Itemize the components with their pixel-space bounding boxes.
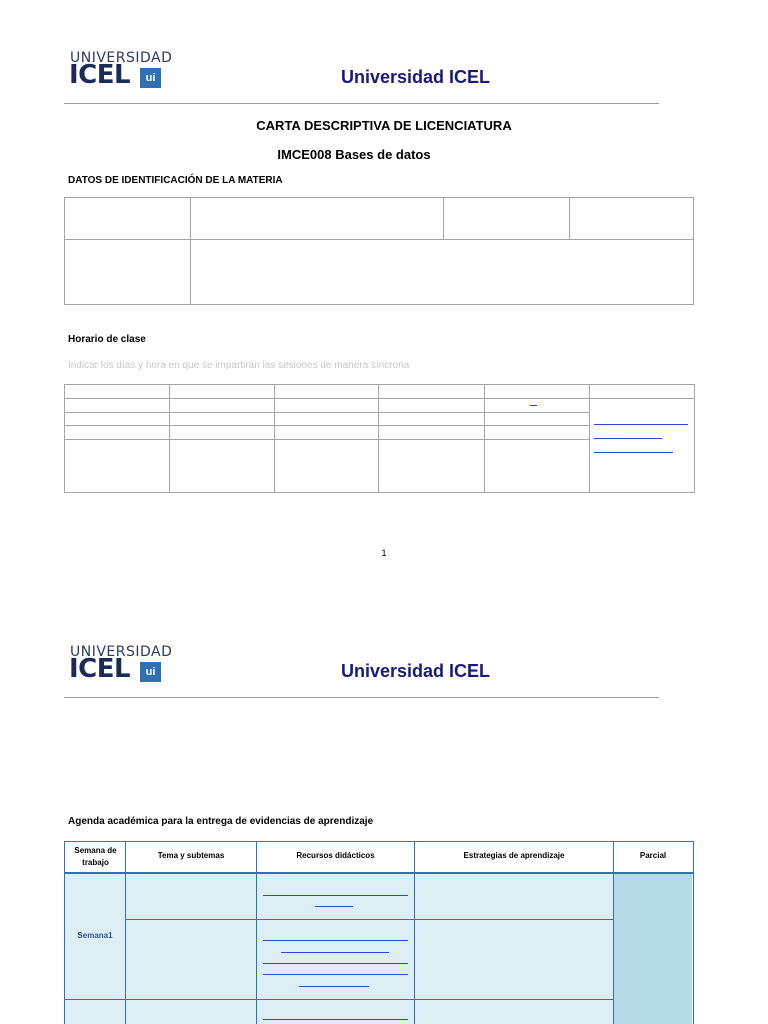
schedule-table xyxy=(64,384,695,493)
schedule-cell xyxy=(485,413,590,426)
agenda-col-divider xyxy=(414,841,415,1024)
id-table-col-divider xyxy=(569,198,570,239)
schedule-link[interactable] xyxy=(594,452,673,453)
schedule-cell xyxy=(379,413,485,426)
schedule-cell xyxy=(274,440,379,493)
schedule-cell xyxy=(169,426,274,440)
agenda-heading: Agenda académica para la entrega de evidencias de aprendizaje xyxy=(68,816,374,827)
agenda-topic-cell xyxy=(126,874,256,1024)
id-table xyxy=(64,197,694,305)
schedule-cell xyxy=(169,413,274,426)
agenda-col-week: Semana de trabajo xyxy=(74,846,117,867)
header-divider xyxy=(64,697,659,698)
schedule-cell xyxy=(485,440,590,493)
schedule-cell xyxy=(485,426,590,440)
schedule-cell xyxy=(379,426,485,440)
agenda-col-divider xyxy=(613,841,614,1024)
schedule-link[interactable] xyxy=(594,424,688,425)
resource-link[interactable] xyxy=(315,906,353,907)
logo-icel-text: ICEL xyxy=(69,60,131,90)
agenda-parcial-cell xyxy=(614,874,692,1024)
schedule-cell xyxy=(485,385,590,399)
schedule-link[interactable] xyxy=(594,438,662,439)
doc-title: CARTA DESCRIPTIVA DE LICENCIATURA xyxy=(256,118,512,133)
id-table-row-divider xyxy=(65,239,693,240)
logo-university-text: UNIVERSIDAD xyxy=(70,644,173,660)
schedule-cell xyxy=(169,385,274,399)
logo-ui-badge: ui xyxy=(140,662,161,682)
resource-link[interactable] xyxy=(263,963,408,964)
agenda-col-divider xyxy=(125,841,126,1024)
schedule-link[interactable] xyxy=(530,405,537,406)
agenda-table xyxy=(64,841,694,1024)
header-title: Universidad ICEL xyxy=(341,661,491,681)
agenda-resources-cell xyxy=(257,874,414,1024)
schedule-cell xyxy=(274,413,379,426)
id-table-col-divider xyxy=(443,198,444,239)
header-title: Universidad ICEL xyxy=(341,67,491,87)
schedule-cell xyxy=(65,385,170,399)
agenda-row-divider xyxy=(126,919,613,920)
schedule-cell xyxy=(379,440,485,493)
schedule-cell xyxy=(590,385,695,399)
agenda-week1-label: Semana1 xyxy=(77,931,113,940)
schedule-cell xyxy=(274,385,379,399)
schedule-cell xyxy=(65,399,170,413)
logo-icel-text: ICEL xyxy=(69,654,131,684)
schedule-cell xyxy=(379,385,485,399)
schedule-cell xyxy=(379,399,485,413)
resource-link[interactable] xyxy=(263,974,408,975)
course-title: IMCE008 Bases de datos xyxy=(277,147,431,162)
page-number: 1 xyxy=(381,548,387,558)
schedule-cell xyxy=(169,399,274,413)
logo-university-text: UNIVERSIDAD xyxy=(70,50,173,66)
resource-link[interactable] xyxy=(263,895,408,896)
schedule-link-cell xyxy=(590,399,695,493)
schedule-cell xyxy=(65,426,170,440)
schedule-cell xyxy=(485,399,590,413)
schedule-cell xyxy=(274,399,379,413)
agenda-col-parcial: Parcial xyxy=(639,851,667,860)
schedule-cell xyxy=(169,440,274,493)
resource-link[interactable] xyxy=(263,940,408,941)
logo-ui-badge: ui xyxy=(140,68,161,88)
section-id-heading: DATOS DE IDENTIFICACIÓN DE LA MATERIA xyxy=(68,175,283,186)
agenda-strategies-cell xyxy=(415,874,613,1024)
resource-link[interactable] xyxy=(263,1019,408,1020)
schedule-hint: Indicar los días y hora en que se impartirán las sesiones de manera síncrona xyxy=(68,360,410,371)
schedule-cell xyxy=(65,413,170,426)
agenda-col-strategies: Estrategias de aprendizaje xyxy=(463,851,565,860)
schedule-cell xyxy=(274,426,379,440)
header-divider xyxy=(64,103,659,104)
schedule-cell xyxy=(65,440,170,493)
agenda-row-divider xyxy=(64,999,613,1000)
id-table-col-divider xyxy=(190,198,191,304)
agenda-col-divider xyxy=(256,841,257,1024)
resource-link[interactable] xyxy=(299,986,369,987)
resource-link[interactable] xyxy=(281,952,389,953)
agenda-col-topic: Tema y subtemas xyxy=(157,851,225,860)
schedule-heading: Horario de clase xyxy=(68,334,146,345)
agenda-col-resources: Recursos didácticos xyxy=(296,851,375,860)
agenda-week-cell xyxy=(65,874,125,1024)
